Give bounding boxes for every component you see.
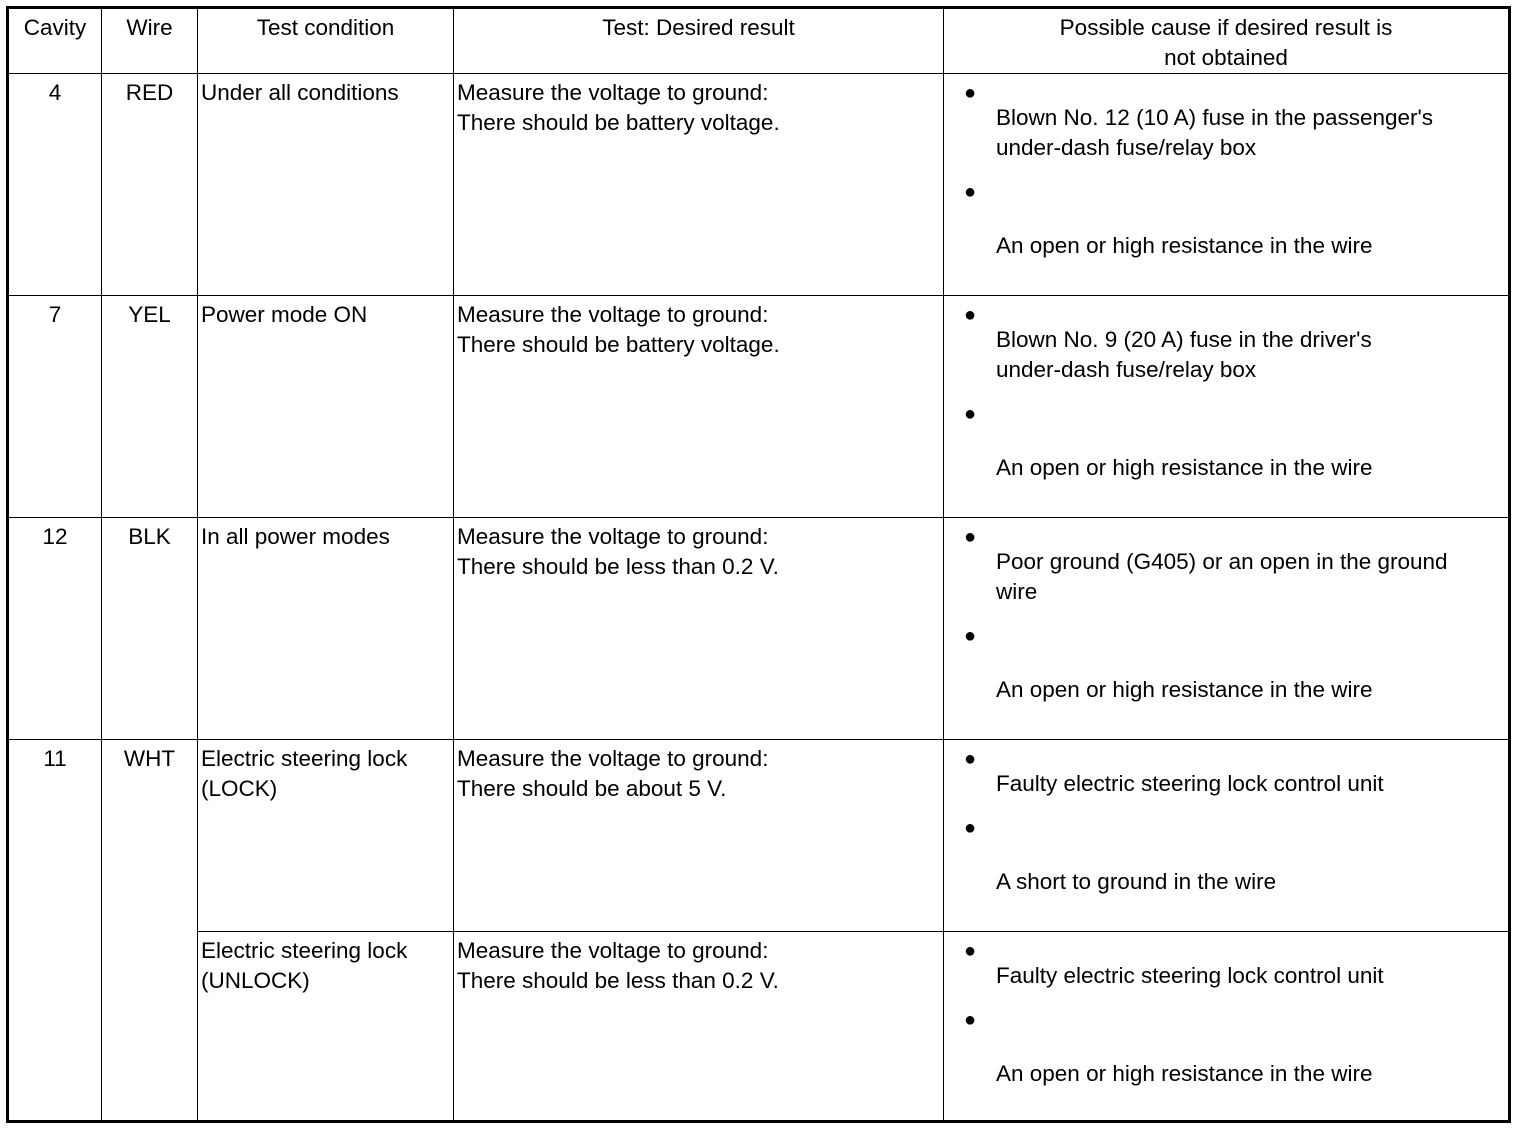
cause-line: Blown No. 9 (20 A) fuse in the driver's bbox=[996, 327, 1372, 352]
result-line: There should be less than 0.2 V. bbox=[457, 554, 779, 579]
possible-cause-cell bbox=[944, 932, 1510, 1122]
cause-text bbox=[996, 867, 1504, 897]
table-row bbox=[8, 296, 1510, 518]
test-condition-cell bbox=[198, 74, 454, 296]
desired-result-cell bbox=[454, 518, 944, 740]
result-line: There should be less than 0.2 V. bbox=[457, 968, 779, 993]
result-line: Measure the voltage to ground: bbox=[457, 80, 769, 105]
cause-line: Faulty electric steering lock control unit bbox=[996, 771, 1384, 796]
condition-line: (UNLOCK) bbox=[201, 968, 310, 993]
cause-item bbox=[964, 300, 1504, 385]
result-line: Measure the voltage to ground: bbox=[457, 938, 769, 963]
bullet-icon: ● bbox=[964, 940, 977, 962]
cavity-cell: 7 bbox=[8, 296, 102, 518]
test-condition-cell bbox=[198, 932, 454, 1122]
possible-cause-cell bbox=[944, 740, 1510, 932]
cause-item bbox=[964, 813, 1504, 897]
cause-line: Poor ground (G405) or an open in the ground bbox=[996, 549, 1448, 574]
result-line: Measure the voltage to ground: bbox=[457, 746, 769, 771]
cause-line: An open or high resistance in the wire bbox=[996, 455, 1373, 480]
cavity-cell: 12 bbox=[8, 518, 102, 740]
header-desired-result: Test: Desired result bbox=[454, 8, 944, 74]
header-test-condition: Test condition bbox=[198, 8, 454, 74]
cause-text bbox=[996, 453, 1504, 483]
cause-line: under-dash fuse/relay box bbox=[996, 357, 1257, 382]
result-line: Measure the voltage to ground: bbox=[457, 302, 769, 327]
test-condition-cell bbox=[198, 740, 454, 932]
desired-result-cell bbox=[454, 740, 944, 932]
desired-result-cell bbox=[454, 74, 944, 296]
bullet-icon: ● bbox=[964, 304, 977, 326]
header-possible-cause-line1: Possible cause if desired result is bbox=[1059, 15, 1393, 40]
bullet-icon: ● bbox=[964, 82, 977, 104]
wire-cell: BLK bbox=[102, 518, 198, 740]
cause-line: An open or high resistance in the wire bbox=[996, 233, 1373, 258]
desired-result-cell bbox=[454, 932, 944, 1122]
test-condition-cell bbox=[198, 296, 454, 518]
header-possible-cause-line2: not obtained bbox=[1164, 45, 1288, 70]
cause-line: An open or high resistance in the wire bbox=[996, 1061, 1373, 1086]
bullet-icon: ● bbox=[964, 817, 977, 839]
cause-item bbox=[964, 621, 1504, 705]
condition-line: (LOCK) bbox=[201, 776, 278, 801]
cause-text bbox=[996, 231, 1504, 261]
cause-text bbox=[996, 769, 1504, 799]
result-line: There should be battery voltage. bbox=[457, 332, 780, 357]
result-line: Measure the voltage to ground: bbox=[457, 524, 769, 549]
condition-line: In all power modes bbox=[201, 524, 390, 549]
cause-text bbox=[996, 1059, 1504, 1089]
header-cavity: Cavity bbox=[8, 8, 102, 74]
cause-text bbox=[996, 325, 1504, 385]
cause-item bbox=[964, 1005, 1504, 1089]
possible-cause-cell bbox=[944, 296, 1510, 518]
cause-item bbox=[964, 177, 1504, 261]
test-condition-cell bbox=[198, 518, 454, 740]
cause-item bbox=[964, 78, 1504, 163]
condition-line: Power mode ON bbox=[201, 302, 368, 327]
cause-item bbox=[964, 522, 1504, 607]
cause-line: An open or high resistance in the wire bbox=[996, 677, 1373, 702]
cause-line: wire bbox=[996, 579, 1038, 604]
result-line: There should be battery voltage. bbox=[457, 110, 780, 135]
cause-text bbox=[996, 675, 1504, 705]
table-row bbox=[8, 518, 1510, 740]
bullet-icon: ● bbox=[964, 181, 977, 203]
bullet-icon: ● bbox=[964, 526, 977, 548]
possible-cause-cell bbox=[944, 74, 1510, 296]
table-row bbox=[8, 740, 1510, 932]
cause-line: Blown No. 12 (10 A) fuse in the passenger's bbox=[996, 105, 1434, 130]
cavity-cell: 4 bbox=[8, 74, 102, 296]
table-row bbox=[8, 932, 1510, 1122]
condition-line: Under all conditions bbox=[201, 80, 399, 105]
cause-item bbox=[964, 744, 1504, 799]
bullet-icon: ● bbox=[964, 625, 977, 647]
cause-text bbox=[996, 103, 1504, 163]
header-row bbox=[8, 8, 1510, 74]
condition-line: Electric steering lock bbox=[201, 938, 408, 963]
cause-text bbox=[996, 961, 1504, 991]
cause-line: Faulty electric steering lock control unit bbox=[996, 963, 1384, 988]
table-row bbox=[8, 74, 1510, 296]
header-possible-cause bbox=[944, 8, 1510, 74]
wire-cell: RED bbox=[102, 74, 198, 296]
cause-item bbox=[964, 936, 1504, 991]
bullet-icon: ● bbox=[964, 748, 977, 770]
cause-line: A short to ground in the wire bbox=[996, 869, 1277, 894]
header-wire: Wire bbox=[102, 8, 198, 74]
bullet-icon: ● bbox=[964, 403, 977, 425]
cause-text bbox=[996, 547, 1504, 607]
cause-item bbox=[964, 399, 1504, 483]
test-results-table bbox=[6, 6, 1511, 1123]
result-line: There should be about 5 V. bbox=[457, 776, 727, 801]
wire-cell: YEL bbox=[102, 296, 198, 518]
cause-line: under-dash fuse/relay box bbox=[996, 135, 1257, 160]
desired-result-cell bbox=[454, 296, 944, 518]
condition-line: Electric steering lock bbox=[201, 746, 408, 771]
bullet-icon: ● bbox=[964, 1009, 977, 1031]
cavity-cell: 11 bbox=[8, 740, 102, 1122]
possible-cause-cell bbox=[944, 518, 1510, 740]
wire-cell: WHT bbox=[102, 740, 198, 1122]
